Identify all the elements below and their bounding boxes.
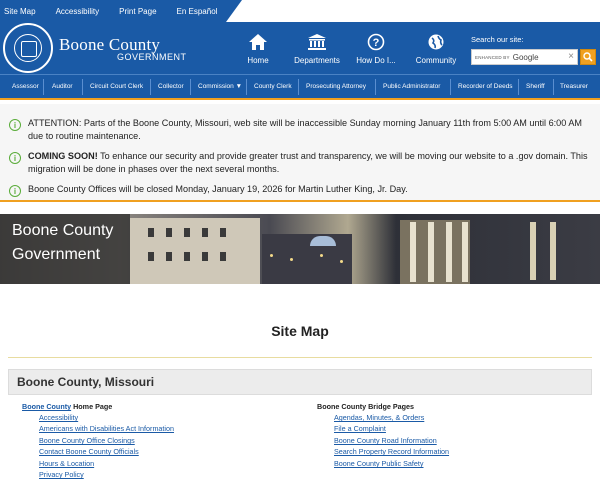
- site-map-link[interactable]: Site Map: [4, 6, 36, 16]
- search-input[interactable]: [471, 49, 578, 65]
- nav-how-do-i-label: How Do I...: [356, 56, 396, 65]
- alert-item: [9, 183, 588, 197]
- left-column-heading-rest: Home Page: [71, 402, 113, 411]
- nav-departments-label: Departments: [294, 56, 340, 65]
- sitemap-link[interactable]: File a Complaint: [334, 424, 386, 433]
- dept-assessor[interactable]: Assessor: [12, 83, 39, 90]
- dept-treasurer[interactable]: Treasurer: [560, 83, 588, 90]
- sitemap-link[interactable]: Hours & Location: [39, 459, 95, 468]
- nav-community-label: Community: [415, 56, 457, 65]
- utility-bar: [0, 0, 600, 22]
- dept-sheriff[interactable]: Sheriff: [526, 83, 545, 90]
- page-title: Site Map: [271, 323, 329, 339]
- dept-commission-label: Commission: [198, 83, 234, 90]
- alert-text: [28, 150, 588, 176]
- search-label: Search our site:: [471, 35, 524, 44]
- info-icon: i: [9, 119, 21, 131]
- sitemap-link[interactable]: Privacy Policy: [39, 470, 84, 479]
- print-page-link[interactable]: Print Page: [119, 6, 157, 16]
- dept-prosecuting-attorney[interactable]: Prosecuting Attorney: [306, 83, 366, 90]
- hero-banner: [0, 214, 600, 284]
- dept-county-clerk[interactable]: County Clerk: [254, 83, 292, 90]
- sitemap-link[interactable]: Search Property Record Information: [334, 447, 450, 456]
- divider: [8, 357, 592, 358]
- svg-text:?: ?: [372, 37, 380, 49]
- sitemap-link[interactable]: Contact Boone County Officials: [39, 447, 139, 456]
- sitemap-link[interactable]: Boone County Office Closings: [39, 436, 135, 445]
- clear-search-icon[interactable]: ×: [568, 51, 574, 62]
- dept-public-administrator[interactable]: Public Administrator: [383, 83, 441, 90]
- site-header: [0, 22, 600, 74]
- search-button[interactable]: [580, 49, 596, 65]
- section-title: Boone County, Missouri: [17, 375, 155, 389]
- brand-subtitle: GOVERNMENT: [117, 52, 187, 62]
- dept-commission[interactable]: [198, 75, 242, 99]
- chevron-down-icon: ▼: [235, 83, 243, 90]
- search-icon: [583, 52, 593, 62]
- alert-item: [9, 117, 588, 143]
- sitemap-link[interactable]: Boone County Public Safety: [334, 459, 424, 468]
- left-column-heading: [22, 402, 112, 411]
- utility-band-tip: [226, 0, 242, 22]
- home-icon: [228, 31, 288, 53]
- alert-text: Boone County Offices will be closed Monday, January 19, 2026 for Martin Luther King, Jr. Day.: [28, 184, 408, 194]
- dept-circuit-court-clerk[interactable]: Circuit Court Clerk: [90, 83, 144, 90]
- globe-icon: [406, 31, 466, 53]
- alert-bold: COMING SOON!: [28, 151, 98, 161]
- sitemap-link[interactable]: Boone County Road Information: [334, 436, 437, 445]
- nav-community[interactable]: [406, 31, 466, 65]
- nav-departments[interactable]: [287, 31, 347, 65]
- alerts-panel: [0, 104, 600, 202]
- dept-recorder-of-deeds[interactable]: Recorder of Deeds: [458, 83, 513, 90]
- alert-body: To enhance our security and provide greater trust and transparency, we will be moving our website to a .gov domain. This migration will be done in phases over the next several months.: [28, 151, 588, 174]
- accessibility-link[interactable]: Accessibility: [55, 6, 100, 16]
- espanol-link[interactable]: En Español: [176, 6, 218, 16]
- boone-county-home-link[interactable]: Boone County: [22, 402, 72, 411]
- alert-text: ATTENTION: Parts of the Boone County, Missouri, web site will be inaccessible Sunday morning January 11th from 5:00 AM until 6:00 AM due to routine maintenance.: [28, 118, 582, 141]
- info-icon: i: [9, 185, 21, 197]
- nav-home[interactable]: [228, 31, 288, 65]
- brand-title[interactable]: Boone County: [59, 35, 161, 54]
- right-column-heading: Boone County Bridge Pages: [317, 402, 415, 411]
- search-powered-by: ENHANCED BY: [475, 54, 510, 60]
- banner-title-box: [0, 214, 130, 284]
- alert-item: [9, 150, 588, 176]
- sitemap-link[interactable]: Americans with Disabilities Act Information: [39, 424, 175, 433]
- nav-how-do-i[interactable]: [346, 31, 406, 65]
- section-header: [8, 369, 592, 395]
- dept-auditor[interactable]: Auditor: [52, 83, 73, 90]
- county-seal-logo[interactable]: [3, 23, 53, 73]
- sitemap-link[interactable]: Accessibility: [39, 413, 79, 422]
- department-nav: [0, 74, 600, 100]
- dept-collector[interactable]: Collector: [158, 83, 184, 90]
- info-icon: i: [9, 152, 21, 164]
- sitemap-link[interactable]: Agendas, Minutes, & Orders: [334, 413, 425, 422]
- banner-title-line1: Boone County: [12, 222, 114, 239]
- question-icon: [346, 31, 406, 53]
- building-icon: [287, 31, 347, 53]
- banner-title-line2: Government: [12, 246, 101, 263]
- google-logo: Google: [512, 52, 539, 62]
- nav-home-label: Home: [247, 56, 269, 65]
